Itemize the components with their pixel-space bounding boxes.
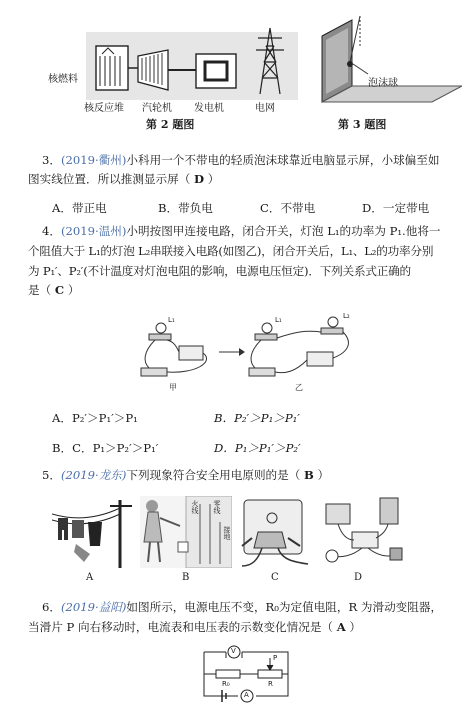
q4-text-end: ） [67, 283, 80, 297]
q3-source: (2019·衢州) [60, 153, 127, 167]
q5-line [42, 468, 329, 483]
q5-answer: B [304, 468, 314, 482]
q4-number: 4． [42, 224, 61, 238]
q4-lamp-label-l2: L₂ [343, 312, 350, 320]
q5-end: ） [317, 468, 330, 482]
q6-r0-label: R₀ [222, 680, 230, 688]
q5-wall-label-live: 火线 [191, 500, 199, 514]
q5-source: (2019·龙东) [60, 468, 127, 482]
plug-socket-drawing [238, 496, 314, 568]
q5-wall-label-neutral: 零线 [213, 500, 221, 514]
monitor-diagram [312, 16, 462, 116]
q4-lamp-label-l1-b: L₁ [275, 316, 282, 324]
generator-label: 发电机 [194, 103, 224, 114]
q5-image-c [238, 496, 314, 568]
q6-end: ） [349, 620, 362, 634]
q3-option-a: A．带正电 [52, 201, 107, 215]
q4-source: (2019·温州) [60, 224, 127, 238]
q5-image-d [322, 496, 406, 568]
q4-text-1: 小明按图甲连接电路，闭合开关，灯泡 L₁的功率为 P₁.他将一 [126, 224, 441, 238]
q4-line-1 [42, 224, 441, 239]
reactor-label: 核反应堆 [84, 103, 124, 114]
q5-image-a [52, 496, 136, 568]
q4-line-3: 为 P₁′、P₂′(不计温度对灯泡电阻的影响，电源电压恒定)．下列关系式正确的 [28, 264, 411, 278]
q6-number: 6． [42, 600, 61, 614]
q5-wall-label-ground: 接地 [223, 526, 231, 540]
clothes-on-wire-drawing [52, 496, 136, 568]
q5-number: 5． [42, 468, 61, 482]
q3-text-2: 图实线位置．所以推测显示屏（ [28, 172, 191, 186]
foam-ball-label: 泡沫球 [368, 78, 398, 89]
q3-option-d: D．一定带电 [362, 201, 430, 215]
q3-line-1 [42, 153, 439, 168]
q6-slider-label: P [273, 654, 278, 662]
q6-line-1 [42, 600, 442, 615]
q4-option-c: B．C．P₁＞P₂′＞P₁′ [52, 441, 159, 455]
grid-label: 电网 [255, 103, 275, 114]
q6-circuit-figure [196, 644, 296, 704]
fuel-label: 核燃料 [48, 74, 78, 85]
q4-fig-label-yi: 乙 [295, 383, 303, 392]
q4-option-a: A．P₂′＞P₁′＞P₁ [52, 411, 138, 425]
q6-text-2: 当滑片 P 向右移动时，电流表和电压表的示数变化情况是（ [28, 620, 334, 634]
q4-answer: C [54, 283, 65, 297]
q6-line-2 [28, 620, 361, 635]
q6-r-label: R [268, 680, 273, 688]
q3-line-2 [28, 172, 219, 187]
q3-answer: D [194, 172, 205, 186]
overloaded-socket-drawing [322, 496, 406, 568]
q4-lamp-label-l1-a: L₁ [168, 316, 175, 324]
figure-3-monitor [312, 16, 462, 130]
q6-answer: A [336, 620, 346, 634]
q4-option-d: D．P₁＞P₁′＞P₂′ [214, 441, 301, 455]
q5-text: 下列现象符合安全用电原则的是（ [126, 468, 301, 482]
figure-2-nuclear-plant [48, 16, 298, 130]
q3-text-end: ） [207, 172, 220, 186]
q4-circuit-figure [135, 312, 365, 394]
figure-2-caption: 第 2 题图 [146, 118, 195, 131]
q3-option-c: C．不带电 [260, 201, 316, 215]
q6-text-1: 如图所示，电源电压不变，R₀为定值电阻，R 为滑动变阻器， [126, 600, 443, 614]
q5-label-c: C [271, 572, 279, 583]
q6-ammeter-label: A [244, 691, 249, 699]
figure-3-caption: 第 3 题图 [338, 118, 387, 131]
q5-image-b [140, 496, 232, 568]
q5-label-b: B [182, 572, 190, 583]
q4-line-2: 个阻值大于 L₁的灯泡 L₂串联接入电路(如图乙)，闭合开关后，L₁、L₂的功率分别 [28, 244, 434, 258]
q4-fig-label-jia: 甲 [169, 383, 177, 392]
q5-label-d: D [354, 572, 363, 583]
q5-label-a: A [86, 572, 94, 583]
q6-source: (2019·益阳) [60, 600, 127, 614]
q6-voltmeter-label: V [231, 647, 236, 655]
q4-option-b: B．P₂′＞P₁＞P₁′ [214, 411, 300, 425]
turbine-label: 汽轮机 [142, 103, 172, 114]
q4-line-4 [28, 283, 79, 298]
q3-number: 3． [42, 153, 61, 167]
q3-option-b: B．带负电 [158, 201, 213, 215]
q3-text-1: 小科用一个不带电的轻质泡沫球靠近电脑显示屏，小球偏至如 [126, 153, 440, 167]
q4-text-4: 是（ [28, 283, 52, 297]
